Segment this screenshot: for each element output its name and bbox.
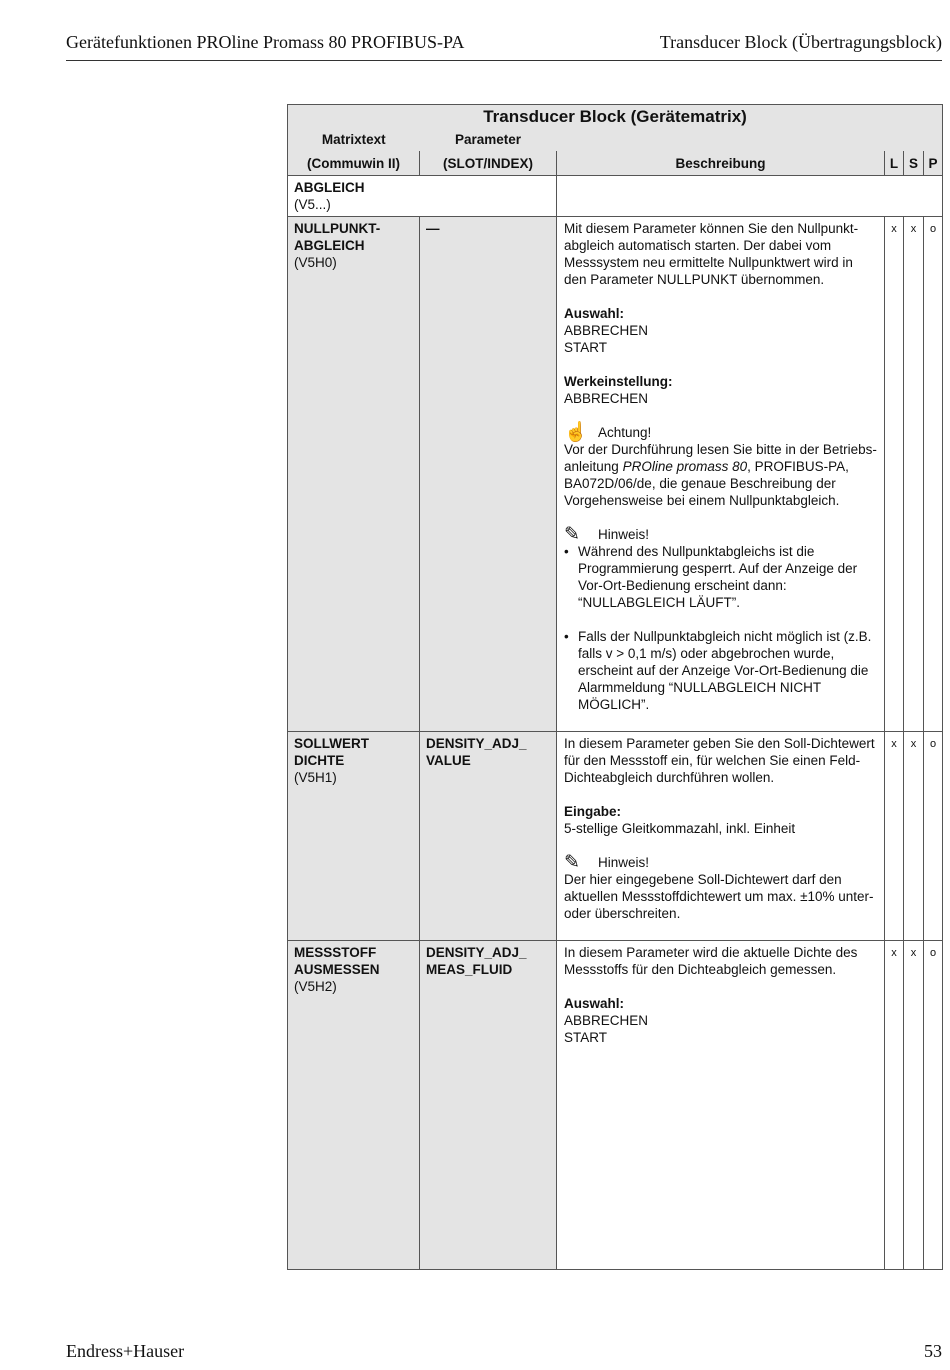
eingabe-value: 5-stellige Gleitkommazahl, inkl. Einheit [564, 821, 796, 836]
table-title: Transducer Block (Gerätematrix) [288, 105, 943, 126]
s-flag: x [904, 941, 924, 1270]
p-flag: o [924, 941, 943, 1270]
col-parameter-header: Parameter [454, 132, 522, 147]
page-header [66, 30, 942, 61]
col-p-header: P [924, 151, 943, 176]
list-item: • Falls der Nullpunktabgleich nicht möglich ist (z.B. falls v > 0,1 m/s) oder abgebrochen wurde, erscheint auf der Anzeige Vor-Ort-Bedienung die Alarmmeldung “NULLABGLEICH NICHT MÖGLICH”. [564, 628, 878, 713]
group-name: ABGLEICH [294, 180, 365, 195]
achtung-label: Achtung! [598, 425, 652, 440]
achtung-text: , PROFIBUS-PA, BA072D/06/de, die genaue Beschreibung der Vorgehensweise bei einem Nullpunktabgleich. [564, 459, 849, 508]
row-parameter: DENSITY_ADJ_ [426, 945, 527, 960]
row-name: MESSSTOFF [294, 945, 377, 960]
auswahl-option: START [564, 1030, 608, 1045]
col-slot-index-header: (SLOT/INDEX) [420, 151, 557, 176]
col-commuwin-header: (Commuwin II) [288, 151, 420, 176]
pointing-hand-icon: ☝ [564, 422, 588, 443]
auswahl-label: Auswahl: [564, 306, 625, 321]
table-row [288, 732, 943, 941]
transducer-block-table [287, 104, 943, 1270]
s-flag: x [904, 217, 924, 732]
row-parameter: MEAS_FLUID [426, 962, 513, 977]
col-matrixtext-header: Matrixtext [288, 125, 420, 151]
l-flag: x [885, 217, 904, 732]
pencil-icon: ✎ [564, 524, 580, 545]
footer-brand: Endress+Hauser [66, 1341, 185, 1361]
row-description [557, 941, 885, 1270]
s-flag: x [904, 732, 924, 941]
col-beschreibung-header: Beschreibung [557, 151, 885, 176]
l-flag: x [885, 732, 904, 941]
hinweis-text: Der hier eingegebene Soll-Dichtewert darf den aktuellen Messstoffdichtewert um max. ±10% unter- oder überschreiten. [564, 872, 874, 921]
row-name: DICHTE [294, 753, 345, 768]
auswahl-label: Auswahl: [564, 996, 625, 1011]
table-header-row-2 [288, 151, 943, 176]
row-code: (V5H1) [294, 770, 337, 785]
pencil-icon: ✎ [564, 852, 580, 873]
list-item: • Während des Nullpunktabgleichs ist die Programmierung gesperrt. Auf der Anzeige der Vor-Ort-Bedienung erscheint dann: “NULLABGLEICH LÄUFT”. [564, 543, 878, 611]
page-number: 53 [924, 1341, 942, 1361]
header-right-title: Transducer Block (Übertragungsblock) [659, 32, 942, 52]
hinweis-list [564, 543, 878, 713]
table-row [288, 941, 943, 1270]
table-header-row-1 [288, 125, 943, 151]
row-parameter: DENSITY_ADJ_ [426, 736, 527, 751]
row-name: AUSMESSEN [294, 962, 380, 977]
row-name: NULLPUNKT- [294, 221, 381, 236]
auswahl-option: START [564, 340, 608, 355]
hinweis-label: Hinweis! [598, 527, 650, 542]
auswahl-option: ABBRECHEN [564, 323, 649, 338]
description-intro: Mit diesem Parameter können Sie den Nullpunkt-abgleich automatisch starten. Der dabei vom Messsystem neu ermittelte Nullpunktwert wird in den Parameter NULLPUNKT übernommen. [564, 221, 859, 287]
group-code: (V5...) [294, 197, 331, 212]
row-name: SOLLWERT [294, 736, 369, 751]
werkeinstellung-value: ABBRECHEN [564, 391, 649, 406]
achtung-text-italic: PROline promass 80 [622, 459, 748, 474]
row-name: ABGLEICH [294, 238, 365, 253]
table-title-row [288, 105, 943, 126]
header-left-title: Gerätefunktionen PROline Promass 80 PROFIBUS-PA [66, 32, 465, 52]
description-intro: In diesem Parameter wird die aktuelle Dichte des Messstoffs für den Dichteabgleich gemessen. [564, 945, 858, 977]
eingabe-label: Eingabe: [564, 804, 622, 819]
achtung-text: Vor der Durchführung lesen Sie bitte in der Betriebs-anleitung [564, 442, 877, 474]
werkeinstellung-label: Werkeinstellung: [564, 374, 673, 389]
l-flag: x [885, 941, 904, 1270]
row-description [557, 217, 885, 732]
row-code: (V5H2) [294, 979, 337, 994]
hinweis-label: Hinweis! [598, 855, 650, 870]
col-l-header: L [885, 151, 904, 176]
row-code: (V5H0) [294, 255, 337, 270]
auswahl-option: ABBRECHEN [564, 1013, 649, 1028]
col-s-header: S [904, 151, 924, 176]
description-intro: In diesem Parameter geben Sie den Soll-Dichtewert für den Messstoff ein, für welchen Sie einen Feld-Dichteabgleich durchführen wollen. [564, 736, 875, 785]
p-flag: o [924, 732, 943, 941]
row-parameter: VALUE [426, 753, 471, 768]
row-parameter: — [426, 221, 440, 236]
row-description [557, 732, 885, 941]
group-row [288, 176, 943, 217]
table-row [288, 217, 943, 732]
p-flag: o [924, 217, 943, 732]
